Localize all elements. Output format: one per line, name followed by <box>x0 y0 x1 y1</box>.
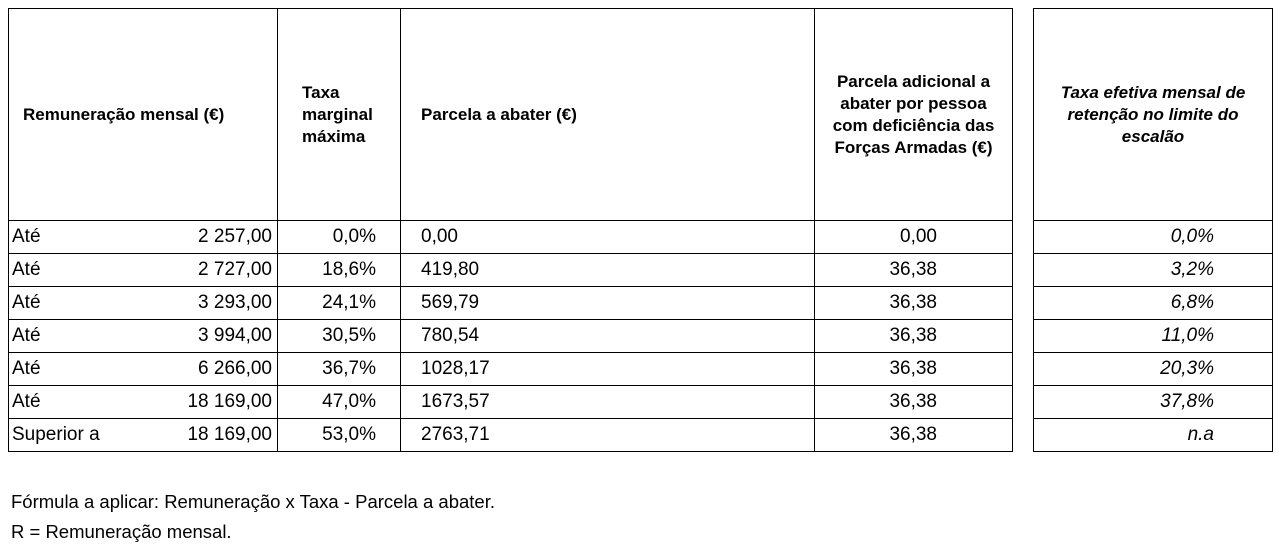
parcela-adicional-cell: 0,00 <box>815 221 1013 254</box>
taxa-efetiva-cell: 11,0% <box>1034 320 1273 353</box>
taxa-marginal-cell: 36,7% <box>278 353 401 386</box>
parcela-abater-cell: 1028,17 <box>401 353 815 386</box>
header-remuneracao: Remuneração mensal (€) <box>9 9 278 221</box>
taxa-marginal-cell: 30,5% <box>278 320 401 353</box>
table-row <box>1034 320 1273 353</box>
parcela-abater-cell: 2763,71 <box>401 419 815 452</box>
table-row <box>9 287 1013 320</box>
effective-rate-table <box>1033 8 1273 452</box>
header-parcela-abater: Parcela a abater (€) <box>401 9 815 221</box>
remuneracao-cell <box>9 287 278 320</box>
taxa-efetiva-cell: 37,8% <box>1034 386 1273 419</box>
remuneracao-amount: 2 727,00 <box>198 259 272 280</box>
parcela-abater-cell: 569,79 <box>401 287 815 320</box>
taxa-efetiva-cell: n.a <box>1034 419 1273 452</box>
taxa-marginal-cell: 47,0% <box>278 386 401 419</box>
table-row <box>1034 386 1273 419</box>
table-header-row <box>1034 9 1273 221</box>
legend-note: R = Remuneração mensal. <box>11 521 232 542</box>
remuneracao-cell <box>9 254 278 287</box>
taxa-efetiva-cell: 0,0% <box>1034 221 1273 254</box>
table-row <box>1034 419 1273 452</box>
table-row <box>1034 221 1273 254</box>
parcela-abater-cell: 780,54 <box>401 320 815 353</box>
remuneracao-cell <box>9 353 278 386</box>
taxa-marginal-cell: 18,6% <box>278 254 401 287</box>
parcela-abater-cell: 419,80 <box>401 254 815 287</box>
notes <box>11 487 495 547</box>
parcela-adicional-cell: 36,38 <box>815 320 1013 353</box>
remuneracao-amount: 18 169,00 <box>187 424 272 445</box>
remuneracao-prefix: Até <box>12 226 41 247</box>
remuneracao-amount: 2 257,00 <box>198 226 272 247</box>
remuneracao-cell <box>9 419 278 452</box>
remuneracao-amount: 6 266,00 <box>198 358 272 379</box>
parcela-adicional-cell: 36,38 <box>815 386 1013 419</box>
remuneracao-prefix: Até <box>12 358 41 379</box>
taxa-marginal-cell: 53,0% <box>278 419 401 452</box>
parcela-abater-cell: 1673,57 <box>401 386 815 419</box>
remuneracao-cell <box>9 221 278 254</box>
header-taxa-efetiva: Taxa efetiva mensal de retenção no limite do escalão <box>1034 9 1273 221</box>
effective-rate-body <box>1034 221 1273 452</box>
remuneracao-prefix: Até <box>12 391 41 412</box>
remuneracao-prefix: Até <box>12 292 41 313</box>
remuneracao-amount: 3 293,00 <box>198 292 272 313</box>
remuneracao-prefix: Até <box>12 325 41 346</box>
taxa-efetiva-cell: 3,2% <box>1034 254 1273 287</box>
remuneracao-cell <box>9 386 278 419</box>
parcela-abater-cell: 0,00 <box>401 221 815 254</box>
withholding-tax-table <box>8 8 1013 452</box>
table-row <box>1034 287 1273 320</box>
table-row <box>1034 353 1273 386</box>
table-body <box>9 221 1013 452</box>
remuneracao-prefix: Superior a <box>12 424 100 445</box>
table-row <box>9 419 1013 452</box>
table-row <box>9 221 1013 254</box>
header-taxa-marginal: Taxa marginal máxima <box>278 9 401 221</box>
remuneracao-cell <box>9 320 278 353</box>
table-row <box>9 386 1013 419</box>
table-row <box>9 254 1013 287</box>
formula-note: Fórmula a aplicar: Remuneração x Taxa - Parcela a abater. <box>11 491 495 512</box>
taxa-efetiva-cell: 6,8% <box>1034 287 1273 320</box>
table-header-row <box>9 9 1013 221</box>
table-row <box>9 320 1013 353</box>
header-parcela-adicional: Parcela adicional a abater por pessoa com deficiência das Forças Armadas (€) <box>815 9 1013 221</box>
taxa-marginal-cell: 24,1% <box>278 287 401 320</box>
parcela-adicional-cell: 36,38 <box>815 419 1013 452</box>
taxa-marginal-cell: 0,0% <box>278 221 401 254</box>
parcela-adicional-cell: 36,38 <box>815 287 1013 320</box>
table-row <box>1034 254 1273 287</box>
remuneracao-prefix: Até <box>12 259 41 280</box>
taxa-efetiva-cell: 20,3% <box>1034 353 1273 386</box>
table-row <box>9 353 1013 386</box>
remuneracao-amount: 18 169,00 <box>187 391 272 412</box>
parcela-adicional-cell: 36,38 <box>815 353 1013 386</box>
parcela-adicional-cell: 36,38 <box>815 254 1013 287</box>
remuneracao-amount: 3 994,00 <box>198 325 272 346</box>
